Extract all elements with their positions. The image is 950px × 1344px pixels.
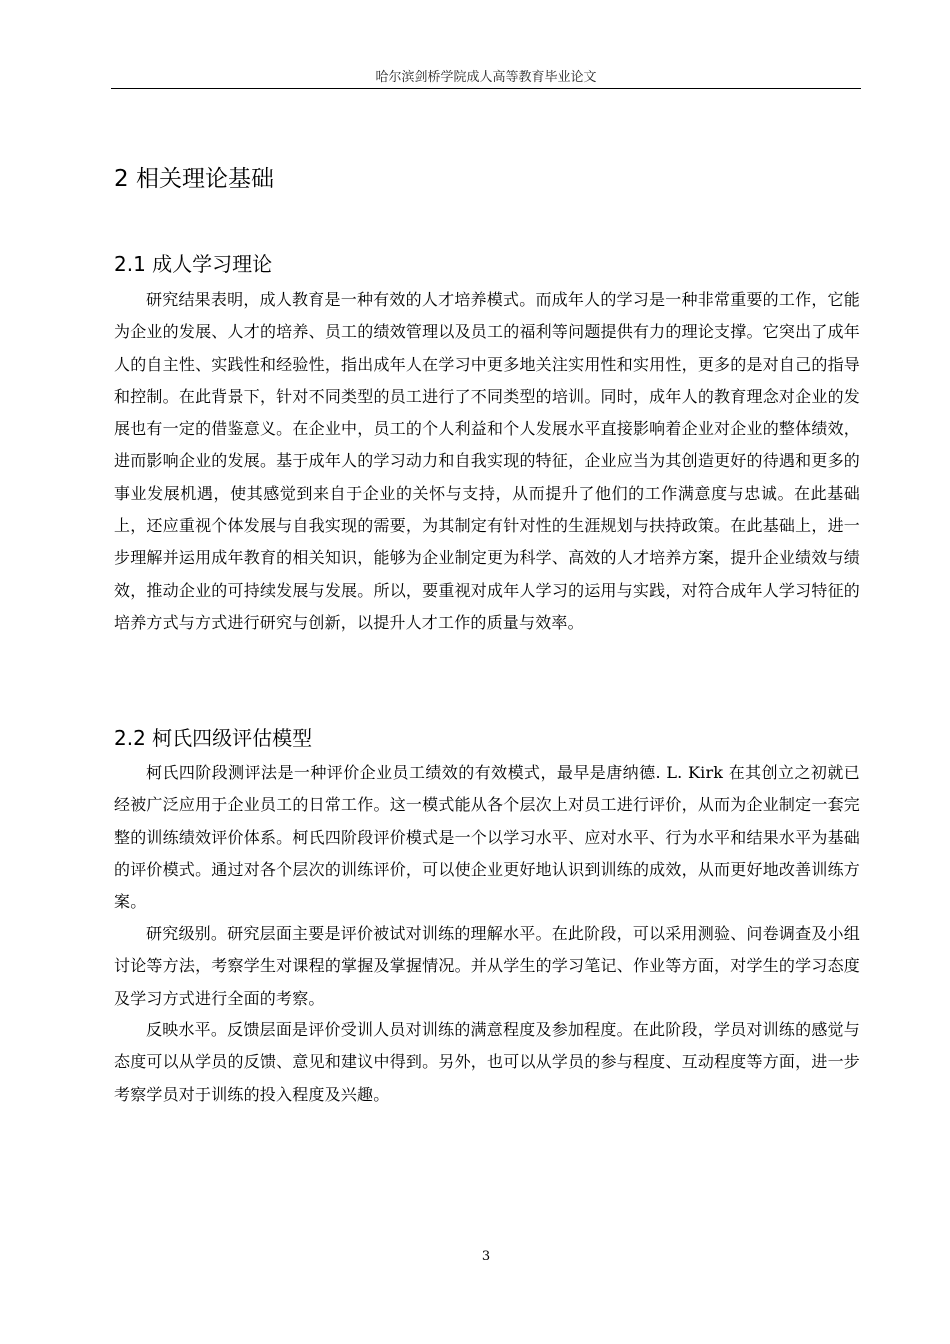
page-number: 3 [481, 1249, 491, 1264]
page-header: 哈尔滨剑桥学院成人高等教育毕业论文 [375, 70, 597, 85]
chapter-title: 2 相关理论基础 [114, 166, 274, 192]
paragraph-kirkpatrick-intro: 柯氏四阶段测评法是一种评价企业员工绩效的有效模式，最早是唐纳德. L. Kirk 在其创立之初就已经被广泛应用于企业员工的日常工作。这一模式能从各个层次上对员工进行评价，从而为企业制定一套完整的训练绩效评价体系。柯氏四阶段评价模式是一个以学习水平、应对水平、行为水平和结果水平为基础的评价模式。通过对各个层次的训练评价，可以使企业更好地认识到训练的成效，从而更好地改善训练方案。 [114, 763, 860, 912]
paragraph-reaction-level: 反映水平。反馈层面是评价受训人员对训练的满意程度及参加程度。在此阶段，学员对训练的感觉与态度可以从学员的反馈、意见和建议中得到。另外，也可以从学员的参与程度、互动程度等方面，进一步考察学员对于训练的投入程度及兴趣。 [114, 1020, 860, 1104]
paragraph-adult-learning: 研究结果表明，成人教育是一种有效的人才培养模式。而成年人的学习是一种非常重要的工作，它能为企业的发展、人才的培养、员工的绩效管理以及员工的福利等问题提供有力的理论支撑。它突出了成年人的自主性、实践性和经验性，指出成年人在学习中更多地关注实用性和实用性，更多的是对自己的指导和控制。在此背景下，针对不同类型的员工进行了不同类型的培训。同时，成年人的教育理念对企业的发展也有一定的借鉴意义。在企业中，员工的个人利益和个人发展水平直接影响着企业对企业的整体绩效，进而影响企业的发展。基于成年人的学习动力和自我实现的特征，企业应当为其创造更好的待遇和更多的事业发展机遇，使其感觉到来自于企业的关怀与支持，从而提升了他们的工作满意度与忠诚。在此基础上，还应重视个体发展与自我实现的需要，为其制定有针对性的生涯规划与扶持政策。在此基础上，进一步理解并运用成年教育的相关知识，能够为企业制定更为科学、高效的人才培养方案，提升企业绩效与绩效，推动企业的可持续发展与发展。所以，要重视对成年人学习的运用与实践，对符合成年人学习特征的培养方式与方式进行研究与创新，以提升人才工作的质量与效率。 [114, 290, 860, 632]
section-title-adult-learning: 2.1 成人学习理论 [114, 252, 273, 276]
header-divider [111, 88, 861, 89]
section-title-kirkpatrick-model: 2.2 柯氏四级评估模型 [114, 726, 313, 750]
paragraph-learning-level: 研究级别。研究层面主要是评价被试对训练的理解水平。在此阶段，可以采用测验、问卷调查及小组讨论等方法，考察学生对课程的掌握及掌握情况。并从学生的学习笔记、作业等方面，对学生的学习态度及学习方式进行全面的考察。 [114, 924, 860, 1008]
